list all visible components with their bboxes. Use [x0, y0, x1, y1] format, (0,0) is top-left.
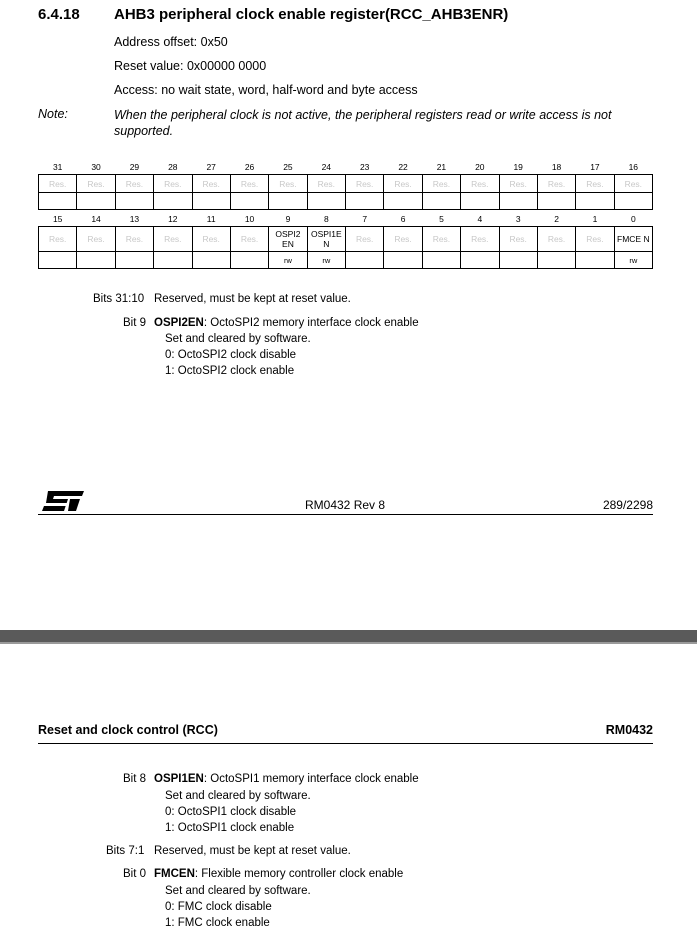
- bit-field-reserved: Res.: [269, 175, 307, 193]
- page-separator: [0, 630, 697, 642]
- bit-access: [230, 193, 268, 210]
- bit-name-row: [39, 175, 653, 193]
- register-table-high: [38, 159, 653, 210]
- bit-access: [230, 252, 268, 269]
- bit9-title: : OctoSPI2 memory interface clock enable: [203, 317, 419, 329]
- bit0-line: 0: FMC clock disable: [165, 901, 272, 913]
- address-offset: Address offset: 0x50: [114, 35, 228, 49]
- bit-access: rw: [614, 252, 652, 269]
- bit9-line: Set and cleared by software.: [165, 333, 311, 345]
- bit-name-row: [39, 227, 653, 252]
- bit-access: [384, 193, 422, 210]
- bit-number: 6: [400, 213, 406, 224]
- reset-value: Reset value: 0x00000 0000: [114, 59, 267, 73]
- bit-number: 29: [129, 161, 140, 172]
- bit8-name: OSPI1EN: [154, 773, 204, 785]
- bit0-heading: [154, 868, 403, 880]
- bit-access: rw: [307, 252, 345, 269]
- bit8-line: 1: OctoSPI1 clock enable: [165, 822, 295, 834]
- bit-access: [154, 193, 192, 210]
- bit-access: [39, 193, 77, 210]
- bit-field-reserved: Res.: [77, 175, 115, 193]
- bit-access: [576, 193, 614, 210]
- bit-number: 19: [513, 161, 523, 172]
- bit-access: [537, 252, 575, 269]
- bit-field-reserved: Res.: [307, 175, 345, 193]
- bit-field-reserved: Res.: [576, 175, 614, 193]
- bit-field-ospi1en: OSPI1E N: [307, 227, 345, 252]
- bit-field-reserved: Res.: [537, 227, 575, 252]
- bit-access: [192, 193, 230, 210]
- bit-access: [77, 252, 115, 269]
- bit-field-reserved: Res.: [192, 175, 230, 193]
- bit-field-reserved: Res.: [576, 227, 614, 252]
- bit-number: 18: [551, 161, 562, 172]
- bit-number: 9: [285, 213, 291, 224]
- bit-number: 10: [244, 213, 255, 224]
- bit9-name: OSPI2EN: [154, 317, 204, 329]
- note-label: Note:: [38, 107, 68, 121]
- bit0-line: Set and cleared by software.: [165, 885, 311, 897]
- bit9-label: Bit 9: [123, 317, 147, 329]
- bit-access: [346, 252, 384, 269]
- note-text: When the peripheral clock is not active, the peripheral registers read or write access is not supported.: [114, 108, 612, 138]
- bit-number: 15: [52, 213, 63, 224]
- bit-access-row: [39, 252, 653, 269]
- bit-access: [307, 193, 345, 210]
- bit-number: 23: [359, 161, 370, 172]
- bit-number: 17: [590, 161, 600, 172]
- bit-access: [115, 252, 153, 269]
- bit-number: 24: [321, 161, 332, 172]
- register-table-low: [38, 211, 653, 269]
- page-header-right: RM0432: [605, 723, 653, 737]
- bit-access: [614, 193, 652, 210]
- bit-access: [422, 252, 460, 269]
- bit-access-row: [39, 193, 653, 210]
- bit8-title: : OctoSPI1 memory interface clock enable: [203, 773, 419, 785]
- bit8-line: Set and cleared by software.: [165, 790, 311, 802]
- bit-number: 12: [168, 213, 178, 224]
- bit-field-reserved: Res.: [422, 175, 460, 193]
- bit-number: 8: [323, 213, 329, 224]
- bit-number: 5: [439, 213, 444, 224]
- bit-access: [39, 252, 77, 269]
- bit-number: 0: [630, 213, 636, 224]
- bit9-line: 0: OctoSPI2 clock disable: [165, 349, 297, 361]
- bit-field-reserved: Res.: [346, 227, 384, 252]
- bit9-heading: [154, 317, 419, 329]
- bit-number-row: [39, 159, 653, 175]
- bit-access: [115, 193, 153, 210]
- bit0-line: 1: FMC clock enable: [165, 917, 270, 929]
- section-title: AHB3 peripheral clock enable register(RCC_AHB3ENR): [114, 6, 509, 23]
- bit-access: [269, 193, 307, 210]
- bit-number: 11: [206, 213, 216, 224]
- bit8-label: Bit 8: [123, 773, 147, 785]
- bit-field-reserved: Res.: [39, 227, 77, 252]
- bit-number: 7: [362, 213, 368, 224]
- section-number: 6.4.18: [38, 6, 80, 23]
- bit-field-reserved: Res.: [192, 227, 230, 252]
- bit-number: 2: [554, 213, 559, 224]
- bit-access: [499, 252, 537, 269]
- bit-field-reserved: Res.: [154, 227, 192, 252]
- bit-access: [422, 193, 460, 210]
- bit-access: [499, 193, 537, 210]
- bit-field-reserved: Res.: [230, 175, 268, 193]
- bit-field-reserved: Res.: [39, 175, 77, 193]
- bit-number: 27: [206, 161, 216, 172]
- bit-field-reserved: Res.: [384, 227, 422, 252]
- bit-field-reserved: Res.: [461, 227, 499, 252]
- bit0-name: FMCEN: [154, 868, 195, 880]
- bits-31-10-label: Bits 31:10: [93, 293, 145, 305]
- bit-field-reserved: Res.: [499, 175, 537, 193]
- bit-field-reserved: Res.: [230, 227, 268, 252]
- bit-field-reserved: Res.: [346, 175, 384, 193]
- bit-number: 3: [515, 213, 521, 224]
- bits-7-1-label: Bits 7:1: [106, 845, 145, 857]
- bit-access: rw: [269, 252, 307, 269]
- footer-page: 289/2298: [602, 498, 653, 512]
- bit-access: [461, 252, 499, 269]
- st-logo-icon: [42, 491, 84, 511]
- bit-field-reserved: Res.: [614, 175, 652, 193]
- bit-field-reserved: Res.: [384, 175, 422, 193]
- bit-number: 31: [52, 161, 63, 172]
- bit-field-reserved: Res.: [154, 175, 192, 193]
- bit0-title: : Flexible memory controller clock enable: [194, 868, 404, 880]
- bit-number: 20: [475, 161, 485, 172]
- bit-number: 21: [436, 161, 447, 172]
- bit-access: [346, 193, 384, 210]
- footer-rule: [38, 514, 653, 515]
- bit-field-reserved: Res.: [499, 227, 537, 252]
- bit-field-reserved: Res.: [77, 227, 115, 252]
- bit8-heading: [154, 773, 419, 785]
- bit-field-reserved: Res.: [422, 227, 460, 252]
- bit-field-reserved: Res.: [537, 175, 575, 193]
- bit-access: [537, 193, 575, 210]
- bit0-label: Bit 0: [123, 868, 147, 880]
- bit-access: [461, 193, 499, 210]
- header-rule: [38, 743, 653, 744]
- bit-field-ospi2en: OSPI2 EN: [269, 227, 307, 252]
- bit-number: 16: [628, 161, 639, 172]
- access-info: Access: no wait state, word, half-word and byte access: [114, 83, 418, 97]
- bit-number: 22: [398, 161, 408, 172]
- bit-access: [384, 252, 422, 269]
- page-separator-shadow: [0, 642, 697, 644]
- bit-access: [192, 252, 230, 269]
- bit-number-row: [39, 211, 653, 227]
- bit-access: [576, 252, 614, 269]
- bit-access: [154, 252, 192, 269]
- bits-31-10-text: Reserved, must be kept at reset value.: [154, 293, 351, 305]
- bit-number: 28: [168, 161, 178, 172]
- bit-field-reserved: Res.: [115, 227, 153, 252]
- bit-number: 25: [283, 161, 293, 172]
- bit-field-reserved: Res.: [115, 175, 153, 193]
- bit-access: [77, 193, 115, 210]
- bit-number: 13: [129, 213, 140, 224]
- bit-number: 26: [244, 161, 255, 172]
- bits-7-1-text: Reserved, must be kept at reset value.: [154, 845, 351, 857]
- bit-number: 4: [477, 213, 483, 224]
- page-header-left: Reset and clock control (RCC): [38, 723, 218, 737]
- bit-field-reserved: Res.: [461, 175, 499, 193]
- bit-number: 30: [91, 161, 101, 172]
- bit8-line: 0: OctoSPI1 clock disable: [165, 806, 297, 818]
- bit-number: 14: [91, 213, 101, 224]
- bit9-line: 1: OctoSPI2 clock enable: [165, 365, 295, 377]
- bit-field-fmcen: FMCE N: [614, 227, 652, 252]
- bit-number: 1: [592, 213, 598, 224]
- footer-doc: RM0432 Rev 8: [305, 498, 386, 512]
